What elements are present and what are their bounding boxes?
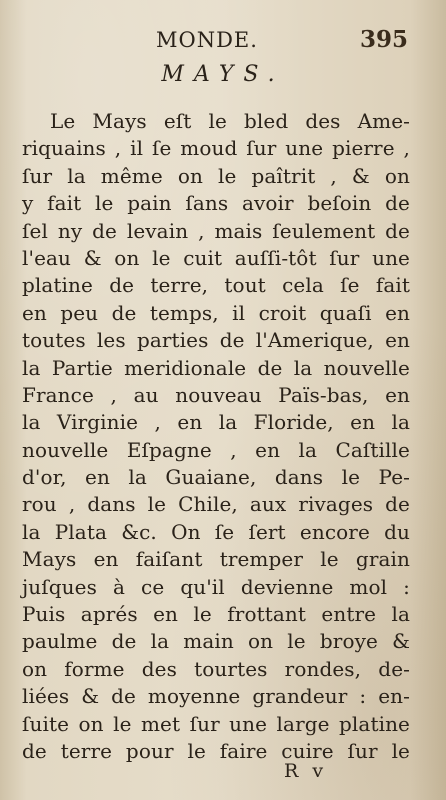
text-line: la Plata &c. On ſe ſert encore du — [22, 519, 410, 544]
body-text — [22, 108, 410, 765]
text-line: d'or, en la Guaiane, dans le Pe- — [22, 465, 410, 490]
text-line: de terre pour le faire cuire ſur le — [22, 738, 410, 763]
section-title: MAYS. — [161, 62, 285, 87]
text-line: liées & de moyenne grandeur : en- — [22, 684, 410, 709]
text-line: Le Mays eſt le bled des Ame- — [50, 109, 410, 133]
text-line: ſur la même on le paîtrit , & on — [22, 163, 410, 188]
text-line: rou , dans le Chile, aux rivages de — [22, 492, 410, 517]
text-line: ſuite on le met ſur une large platine — [22, 711, 410, 736]
text-line: platine de terre, tout cela ſe fait — [22, 273, 410, 298]
text-line: nouvelle Eſpagne , en la Caſtille — [22, 437, 410, 462]
running-head-title: MONDE. — [156, 28, 258, 52]
text-line: l'eau & on le cuit auſſi-tôt ſur une — [22, 245, 410, 270]
text-line: paulme de la main on le broye & — [22, 629, 410, 654]
text-line: ſel ny de levain , mais ſeulement de — [22, 218, 410, 243]
text-line: on forme des tourtes rondes, de- — [22, 656, 410, 681]
text-line: la Partie meridionale de la nouvelle — [22, 355, 410, 380]
page-number: 395 — [360, 26, 409, 53]
text-line: y fait le pain ſans avoir beſoin de — [22, 191, 410, 216]
text-line: en peu de temps, il croit quaſi en — [22, 300, 410, 325]
text-line: toutes les parties de l'Amerique, en — [22, 328, 410, 353]
text-line: Mays en faiſant tremper le grain — [22, 547, 410, 572]
text-line: France , au nouveau Païs-bas, en — [22, 382, 410, 407]
text-line: Puis aprés en le frottant entre la — [22, 602, 410, 627]
text-line: riquains , il ſe moud ſur une pierre , — [22, 136, 410, 161]
text-line: la Virginie , en la Floride, en la — [22, 410, 410, 435]
signature-mark: R v — [284, 760, 328, 782]
text-line: juſques à ce qu'il devienne mol : — [22, 574, 410, 599]
running-head — [0, 22, 446, 56]
